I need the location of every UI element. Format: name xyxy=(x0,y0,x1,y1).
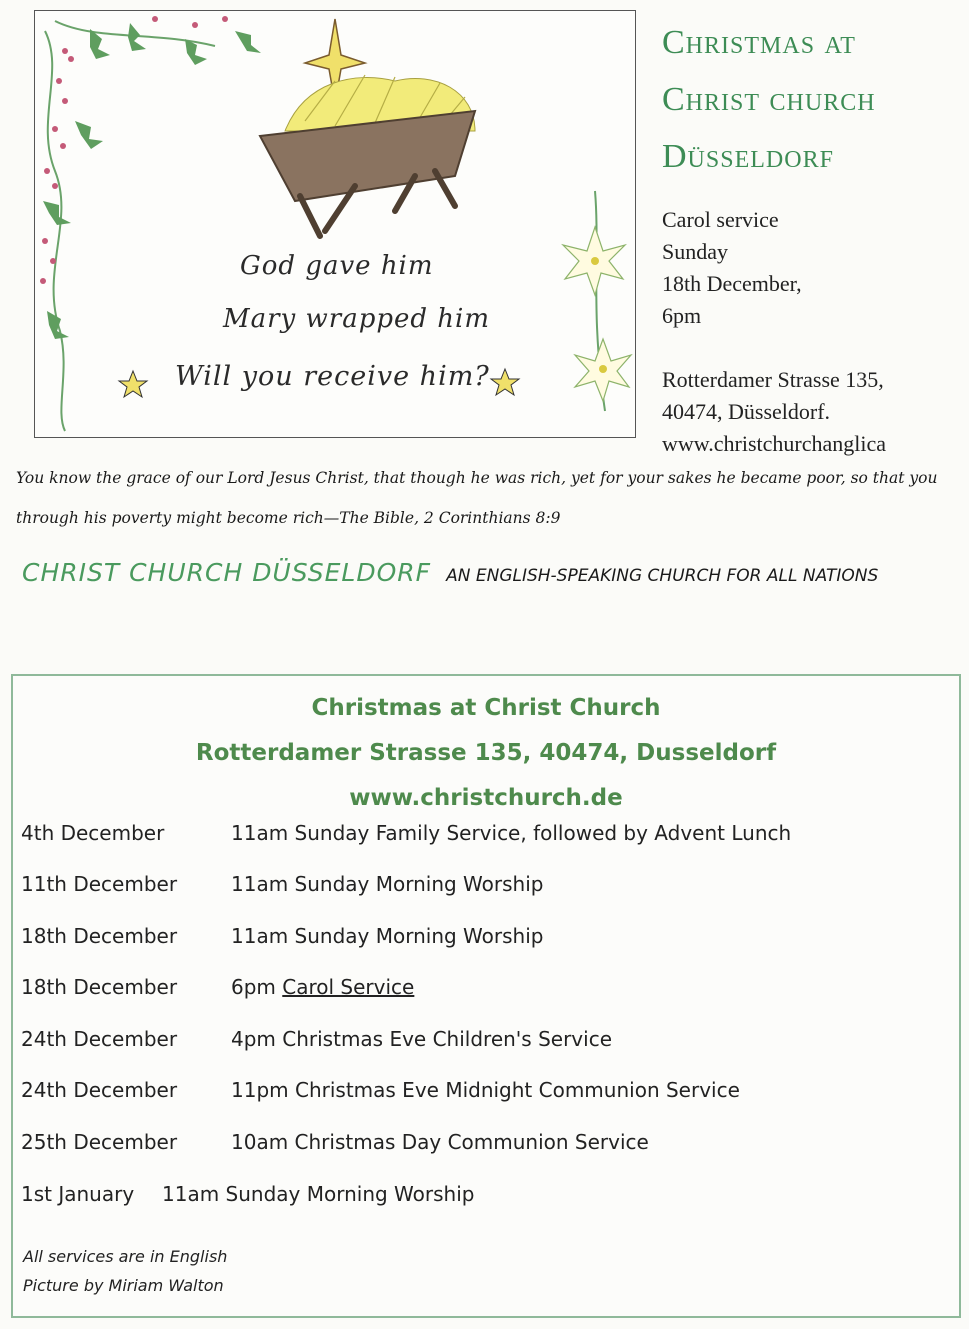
row-event: 10am Christmas Day Communion Service xyxy=(231,1130,649,1154)
row-date: 18th December xyxy=(21,975,178,999)
verse-line-2: through his poverty might become rich—The Bible, 2 Corinthians 8:9 xyxy=(16,509,561,527)
title-line-2: Christ church xyxy=(662,81,876,118)
carol-service-link[interactable]: Carol Service xyxy=(282,975,415,999)
row-date: 24th December xyxy=(21,1027,178,1051)
row-event: 4pm Christmas Eve Children's Service xyxy=(231,1027,612,1051)
row-date: 18th December xyxy=(21,924,178,948)
title-line-1: Christmas at xyxy=(662,24,856,61)
row-event: 11am Sunday Family Service, followed by Advent Lunch xyxy=(231,821,792,845)
address-city: 40474, Düsseldorf. xyxy=(662,399,831,424)
service-time: 6pm xyxy=(662,303,702,328)
schedule-header xyxy=(13,686,959,821)
row-date: 1st January xyxy=(21,1182,135,1206)
picture-credit: Picture by Miriam Walton xyxy=(23,1276,224,1295)
tagline xyxy=(22,558,878,587)
row-date: 11th December xyxy=(21,872,178,896)
illustration-card xyxy=(34,10,636,438)
verse-line-1: You know the grace of our Lord Jesus Christ, that though he was rich, yet for your sakes he became poor, so that you xyxy=(16,469,938,487)
row-date: 24th December xyxy=(21,1078,178,1102)
row-event: 11am Sunday Morning Worship xyxy=(162,1182,475,1206)
row-event: 11am Sunday Morning Worship xyxy=(231,924,544,948)
brand-subtitle: AN ENGLISH-SPEAKING CHURCH FOR ALL NATIONS xyxy=(446,566,879,586)
schedule-website: www.christchurch.de xyxy=(349,785,623,811)
row-event: 11pm Christmas Eve Midnight Communion Service xyxy=(231,1078,740,1102)
title-line-3: Düsseldorf xyxy=(662,138,834,175)
schedule-notes xyxy=(23,1242,227,1300)
service-date: 18th December, xyxy=(662,271,802,296)
service-name: Carol service xyxy=(662,207,779,232)
row-date: 25th December xyxy=(21,1130,178,1154)
website-text: www.christchurchanglica xyxy=(662,431,886,456)
page-title xyxy=(662,14,962,185)
card-line-3: Will you receive him? xyxy=(175,361,490,392)
service-day: Sunday xyxy=(662,239,728,264)
language-note: All services are in English xyxy=(23,1247,228,1266)
bible-verse xyxy=(16,458,966,538)
schedule-address: Rotterdamer Strasse 135, 40474, Dusseldorf xyxy=(195,740,777,766)
row-event-time: 6pm xyxy=(231,975,283,999)
schedule-heading: Christmas at Christ Church xyxy=(311,695,661,721)
row-date: 4th December xyxy=(21,821,165,845)
carol-info xyxy=(662,204,967,460)
row-event xyxy=(231,975,414,999)
card-line-1: God gave him xyxy=(240,251,434,281)
address-street: Rotterdamer Strasse 135, xyxy=(662,367,884,392)
card-line-2: Mary wrapped him xyxy=(223,304,490,334)
row-event: 11am Sunday Morning Worship xyxy=(231,872,544,896)
schedule-box xyxy=(11,674,961,1318)
brand-name: CHRIST CHURCH DÜSSELDORF xyxy=(22,558,432,587)
